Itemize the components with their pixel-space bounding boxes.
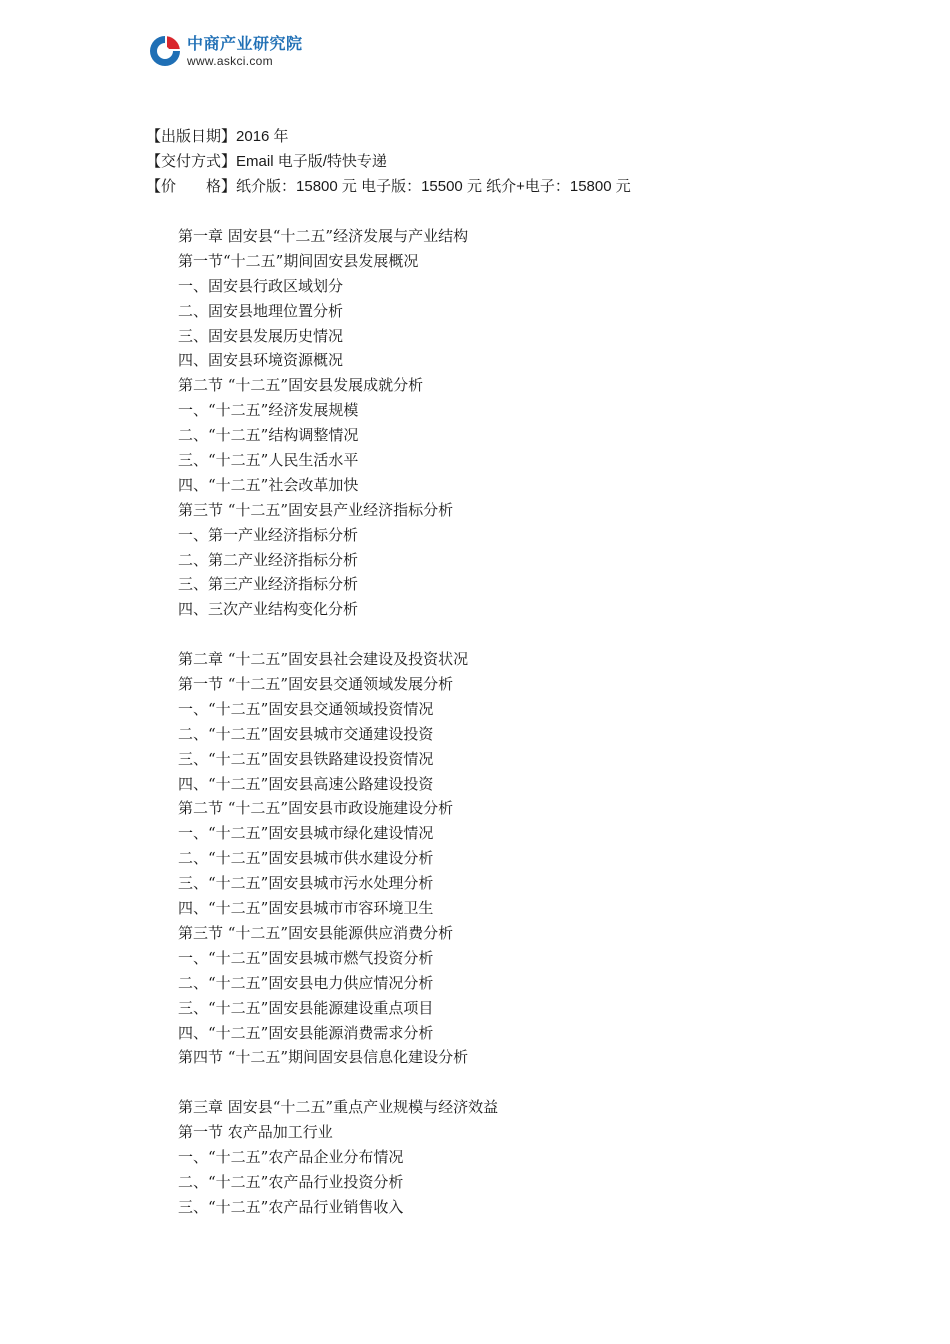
toc-item: 二、“十二五”固安县城市供水建设分析 — [178, 849, 434, 868]
meta-value: 纸介版：15800 元 电子版：15500 元 纸介+电子：15800 元 — [236, 178, 631, 195]
toc-item: 一、“十二五”固安县城市绿化建设情况 — [178, 824, 434, 843]
toc-item: 一、“十二五”农产品企业分布情况 — [178, 1147, 404, 1166]
meta-publish-date — [146, 124, 631, 149]
toc-spacer — [178, 622, 498, 647]
toc-spacer — [178, 1070, 498, 1095]
toc-item: 三、“十二五”农产品行业销售收入 — [178, 1197, 404, 1216]
meta-value: 2016 年 — [236, 128, 289, 145]
toc-item: 二、第二产业经济指标分析 — [178, 550, 359, 569]
toc-item: 四、“十二五”固安县城市市容环境卫生 — [178, 899, 434, 918]
header-logo — [147, 33, 303, 69]
toc-item: 一、第一产业经济指标分析 — [178, 525, 359, 544]
toc-item: 二、固安县地理位置分析 — [178, 301, 344, 320]
toc-section: 第二节 “十二五”固安县发展成就分析 — [178, 376, 424, 395]
toc-item: 一、“十二五”经济发展规模 — [178, 401, 359, 420]
toc-chapter: 第三章 固安县“十二五”重点产业规模与经济效益 — [178, 1098, 499, 1117]
meta-value: Email 电子版/特快专递 — [236, 153, 387, 170]
toc-item: 四、“十二五”固安县高速公路建设投资 — [178, 774, 434, 793]
toc-chapter: 第一章 固安县“十二五”经济发展与产业结构 — [178, 227, 469, 245]
toc-section: 第四节 “十二五”期间固安县信息化建设分析 — [178, 1048, 469, 1067]
toc-item: 一、“十二五”固安县城市燃气投资分析 — [178, 948, 434, 967]
toc-item: 三、固安县发展历史情况 — [178, 326, 344, 345]
toc-item: 三、“十二五”人民生活水平 — [178, 451, 359, 470]
meta-price — [146, 174, 631, 199]
toc-item: 二、“十二五”农产品行业投资分析 — [178, 1172, 404, 1191]
toc-section: 第二节 “十二五”固安县市政设施建设分析 — [178, 799, 454, 818]
toc-item: 四、“十二五”社会改革加快 — [178, 475, 359, 494]
table-of-contents — [178, 224, 498, 1220]
logo-website: www.askci.com — [187, 53, 273, 68]
toc-item: 四、“十二五”固安县能源消费需求分析 — [178, 1023, 434, 1042]
toc-chapter: 第二章 “十二五”固安县社会建设及投资状况 — [178, 650, 469, 669]
toc-item: 二、“十二五”结构调整情况 — [178, 426, 359, 445]
logo-chinese-name: 中商产业研究院 — [187, 33, 303, 53]
toc-item: 四、固安县环境资源概况 — [178, 351, 344, 370]
meta-label: 【价 格】 — [146, 177, 237, 195]
toc-section: 第三节 “十二五”固安县能源供应消费分析 — [178, 923, 454, 942]
report-meta — [146, 124, 631, 199]
toc-item: 三、第三产业经济指标分析 — [178, 575, 359, 594]
toc-item: 一、“十二五”固安县交通领域投资情况 — [178, 699, 434, 718]
meta-label: 【出版日期】 — [146, 127, 237, 145]
meta-delivery — [146, 149, 631, 174]
toc-item: 三、“十二五”固安县铁路建设投资情况 — [178, 749, 434, 768]
meta-label: 【交付方式】 — [146, 152, 237, 170]
toc-section: 第一节“十二五”期间固安县发展概况 — [178, 251, 419, 270]
toc-section: 第一节 “十二五”固安县交通领域发展分析 — [178, 675, 454, 694]
toc-section: 第一节 农产品加工行业 — [178, 1123, 333, 1142]
toc-section: 第三节 “十二五”固安县产业经济指标分析 — [178, 500, 454, 519]
toc-item: 三、“十二五”固安县能源建设重点项目 — [178, 998, 434, 1017]
askci-logo-icon — [147, 33, 183, 69]
toc-item: 一、固安县行政区域划分 — [178, 276, 344, 295]
toc-item: 二、“十二五”固安县城市交通建设投资 — [178, 724, 434, 743]
toc-item: 四、三次产业结构变化分析 — [178, 600, 359, 619]
toc-item: 三、“十二五”固安县城市污水处理分析 — [178, 874, 434, 893]
toc-item: 二、“十二五”固安县电力供应情况分析 — [178, 973, 434, 992]
